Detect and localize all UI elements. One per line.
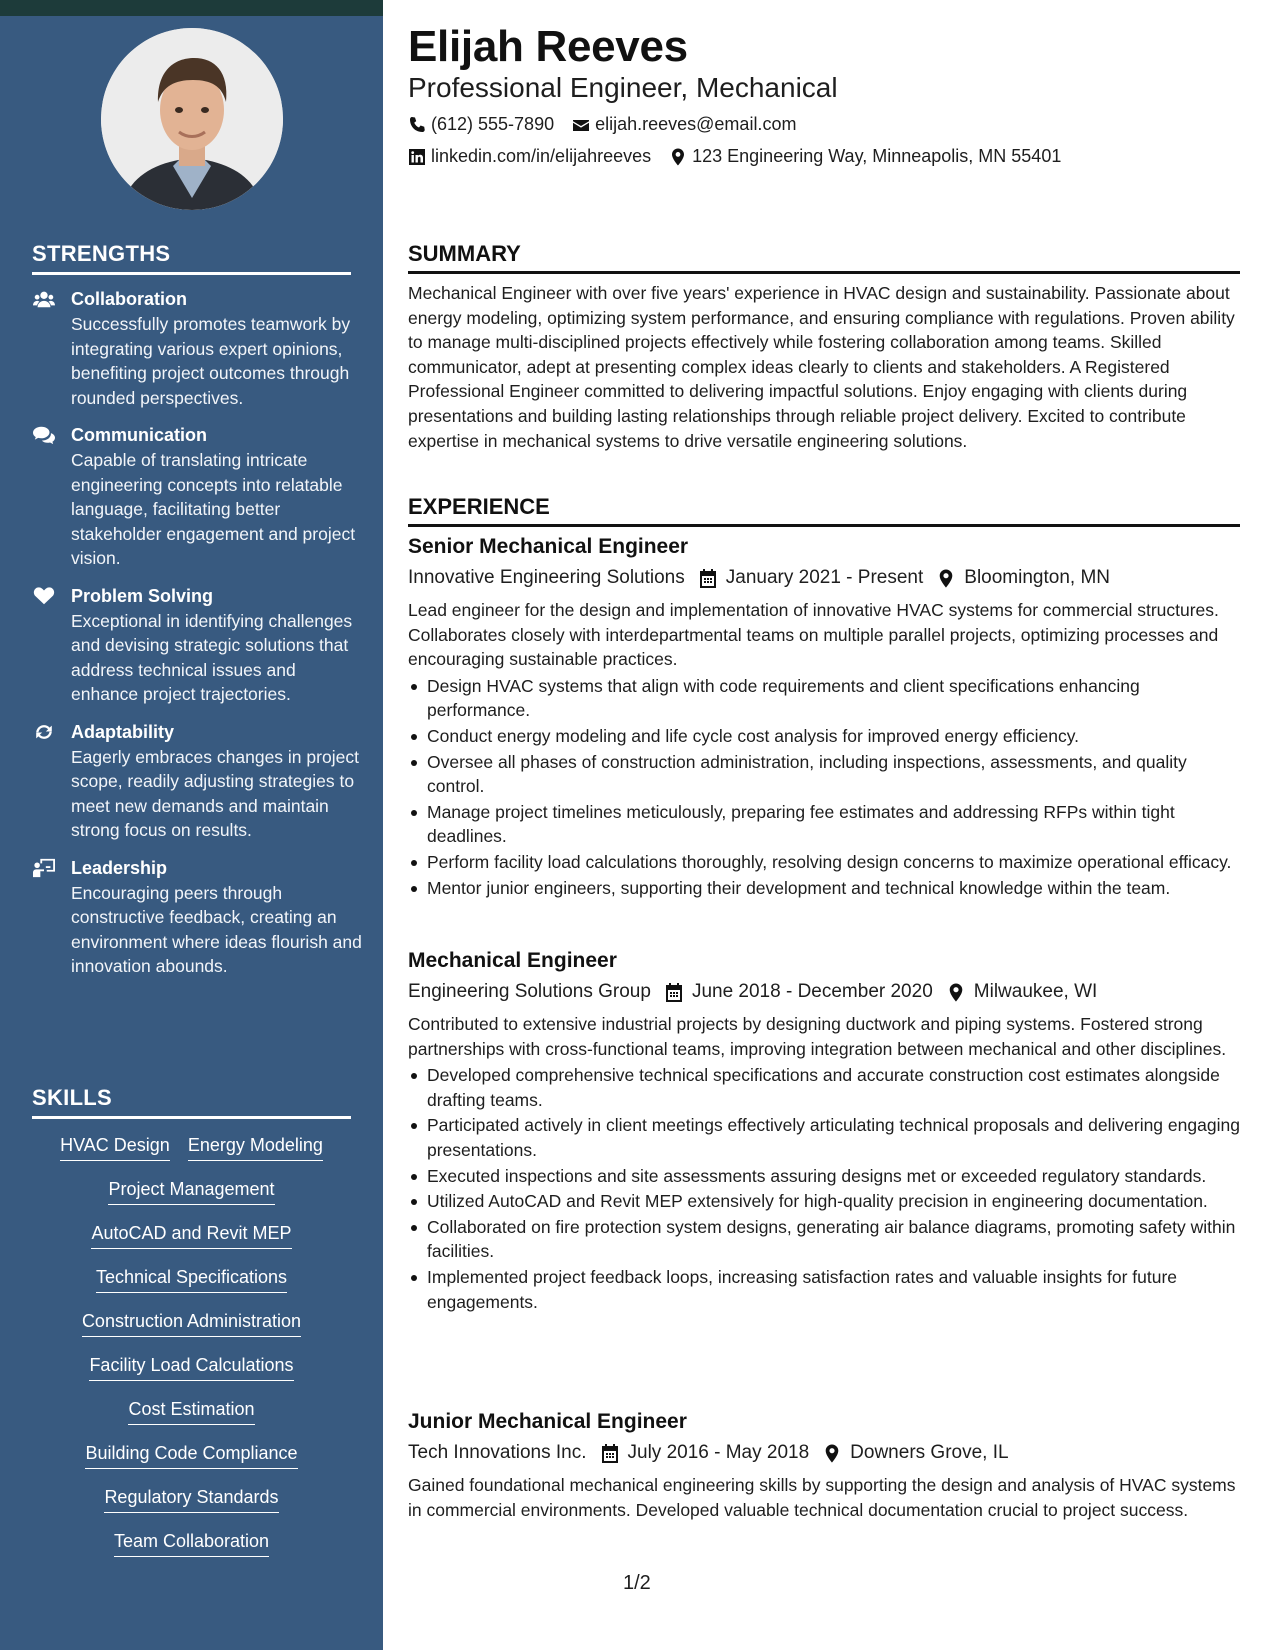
envelope-icon (572, 116, 590, 134)
company-name: Innovative Engineering Solutions (408, 567, 685, 588)
map-marker-icon (937, 569, 955, 588)
company-name: Tech Innovations Inc. (408, 1442, 587, 1463)
job-bullets (408, 674, 1240, 900)
calendar-icon (699, 569, 717, 588)
skills-list (32, 1133, 351, 1557)
strength-title: Adaptability (71, 721, 175, 742)
summary-text: Mechanical Engineer with over five years' experience in HVAC design and sustainability. Passionate about energy modeling, optimizing system performance, and ensuring compliance with regulations. Proven ability to manage multi-disciplined projects effectively while fostering collaboration among teams. Skilled communicator, adept at presenting complex ideas clearly to clients and stakeholders. A Registered Professional Engineer committed to delivering impactful solutions. Enjoy engaging with clients during presentations and building lasting relationships through reliable project delivery. Excited to contribute expertise in mechanical systems to drive versatile engineering solutions. (408, 283, 1235, 451)
comments-icon (32, 425, 56, 445)
strength-item (32, 423, 362, 571)
page-number: 1/2 (623, 1572, 651, 1594)
calendar-icon (601, 1444, 619, 1463)
refresh-icon (32, 722, 56, 742)
linkedin-icon (408, 148, 426, 166)
users-icon (32, 289, 56, 309)
strength-description: Successfully promotes teamwork by integrating various expert opinions, benefiting project outcomes through rounded perspectives. (71, 314, 351, 408)
strength-description: Encouraging peers through constructive feedback, creating an environment where ideas flourish and innovation abounds. (71, 882, 362, 976)
job-bullet: Executed inspections and site assessments assuring designs met or exceeded regulatory standards. (408, 1164, 1240, 1189)
street-address: 123 Engineering Way, Minneapolis, MN 55401 (692, 146, 1062, 166)
strength-description: Capable of translating intricate engineering concepts into relatable language, facilitating better stakeholder engagement and project vision. (71, 450, 356, 568)
location-name: Milwaukee, WI (973, 981, 1098, 1002)
heart-icon (32, 586, 56, 606)
job-bullet: Implemented project feedback loops, increasing satisfaction rates and valuable insights for future engagements. (408, 1265, 1240, 1314)
linkedin-url: linkedin.com/in/elijahreeves (431, 146, 652, 166)
strengths-heading: STRENGTHS (32, 241, 351, 275)
job-company (408, 978, 651, 1006)
candidate-name: Elijah Reeves (408, 22, 688, 71)
date-range: July 2016 - May 2018 (627, 1442, 810, 1463)
strength-description: Exceptional in identifying challenges and devising strategic solutions that address technical issues and enhance project trajectories. (71, 610, 353, 704)
job-description: Lead engineer for the design and implementation of innovative HVAC systems for commercial structures. Collaborates closely with interdepartmental teams on multiple parallel projects, optimizing processes and encouraging sustainable practices. (408, 600, 1219, 670)
job-bullet: Mentor junior engineers, supporting their development and technical knowledge within the team. (408, 876, 1240, 901)
strength-item (32, 720, 362, 843)
job-bullet: Utilized AutoCAD and Revit MEP extensively for high-quality precision in engineering documentation. (408, 1189, 1240, 1214)
job-bullet: Manage project timelines meticulously, preparing fee estimates and addressing RFPs within tight deadlines. (408, 800, 1240, 849)
strength-title: Leadership (71, 857, 168, 878)
experience-heading: EXPERIENCE (408, 494, 1240, 527)
job-location (937, 564, 1110, 592)
date-range: June 2018 - December 2020 (691, 981, 933, 1002)
job-description: Contributed to extensive industrial projects by designing ductwork and piping systems. Fostered strong partnerships with cross-functional teams, improving integration between mechanical and other disciplines. (408, 1014, 1227, 1059)
job-meta (408, 564, 1240, 592)
strength-title: Problem Solving (71, 585, 214, 606)
skills-heading: SKILLS (32, 1085, 351, 1119)
job-location (947, 978, 1098, 1006)
location-name: Bloomington, MN (964, 567, 1110, 588)
job-bullet: Design HVAC systems that align with code requirements and client specifications enhancing performance. (408, 674, 1240, 723)
strength-description: Eagerly embraces changes in project scope, readily adjusting strategies to meet new demands and maintain strong focus on results. (71, 746, 359, 840)
skill-tag: HVAC Design (60, 1133, 170, 1161)
date-range: January 2021 - Present (725, 567, 924, 588)
job-title: Senior Mechanical Engineer (408, 535, 689, 558)
strength-title: Collaboration (71, 289, 187, 309)
job-bullet: Perform facility load calculations thoroughly, resolving design concerns to maximize operational efficacy. (408, 850, 1240, 875)
skill-tag: Building Code Compliance (85, 1441, 297, 1469)
map-marker-icon (823, 1444, 841, 1463)
strengths-list (32, 287, 362, 992)
summary-heading: SUMMARY (408, 241, 1240, 274)
job-meta (408, 1439, 1240, 1467)
job-entry (408, 533, 1240, 901)
phone-icon (408, 116, 426, 134)
profile-photo-illustration (101, 28, 283, 210)
job-entry (408, 1408, 1240, 1522)
job-dates (665, 978, 933, 1006)
phone-number: (612) 555-7890 (431, 114, 555, 134)
sidebar (0, 0, 383, 1650)
job-location (823, 1439, 1008, 1467)
contact-row-1 (408, 114, 814, 135)
job-entry (408, 947, 1240, 1315)
job-title: Mechanical Engineer (408, 949, 617, 972)
job-bullets (408, 1063, 1240, 1314)
skill-tag: Team Collaboration (114, 1529, 269, 1557)
job-bullet: Developed comprehensive technical specifications and accurate construction cost estimates alongside drafting teams. (408, 1063, 1240, 1112)
linkedin-contact[interactable] (408, 146, 651, 167)
skill-tag: Regulatory Standards (104, 1485, 278, 1513)
map-marker-icon (669, 148, 687, 166)
skill-tag: Construction Administration (82, 1309, 301, 1337)
job-bullet: Conduct energy modeling and life cycle cost analysis for improved energy efficiency. (408, 724, 1240, 749)
job-bullet: Oversee all phases of construction administration, including inspections, assessments, and quality control. (408, 750, 1240, 799)
job-bullet: Participated actively in client meetings effectively articulating technical proposals and delivering engaging presentations. (408, 1113, 1240, 1162)
location-name: Downers Grove, IL (850, 1442, 1009, 1463)
strength-item (32, 584, 362, 707)
job-company (408, 564, 685, 592)
job-bullet: Collaborated on fire protection system designs, generating air balance diagrams, promoting safety within facilities. (408, 1215, 1240, 1264)
calendar-icon (665, 983, 683, 1002)
job-dates (601, 1439, 810, 1467)
address-contact (669, 146, 1061, 167)
contact-row-2 (408, 146, 1079, 167)
skill-tag: Energy Modeling (188, 1133, 323, 1161)
strength-item (32, 287, 362, 410)
skill-tag: Project Management (108, 1177, 274, 1205)
job-dates (699, 564, 924, 592)
email-address: elijah.reeves@email.com (595, 114, 797, 134)
skill-tag: Facility Load Calculations (89, 1353, 293, 1381)
sidebar-top-bar (0, 0, 383, 16)
map-marker-icon (947, 983, 965, 1002)
strength-title: Communication (71, 425, 208, 445)
chalkboard-teacher-icon (32, 858, 56, 878)
skill-tag: AutoCAD and Revit MEP (91, 1221, 291, 1249)
email-contact[interactable] (572, 114, 796, 135)
job-title: Junior Mechanical Engineer (408, 1410, 687, 1433)
skill-tag: Cost Estimation (128, 1397, 254, 1425)
strength-item (32, 856, 362, 979)
company-name: Engineering Solutions Group (408, 981, 651, 1002)
skill-tag: Technical Specifications (96, 1265, 287, 1293)
phone-contact[interactable] (408, 114, 554, 135)
job-meta (408, 978, 1240, 1006)
candidate-title: Professional Engineer, Mechanical (408, 72, 838, 103)
profile-photo (101, 28, 283, 210)
job-company (408, 1439, 587, 1467)
job-description: Gained foundational mechanical engineering skills by supporting the design and analysis of HVAC systems in commercial environments. Developed valuable technical documentation crucial to project success. (408, 1475, 1236, 1520)
